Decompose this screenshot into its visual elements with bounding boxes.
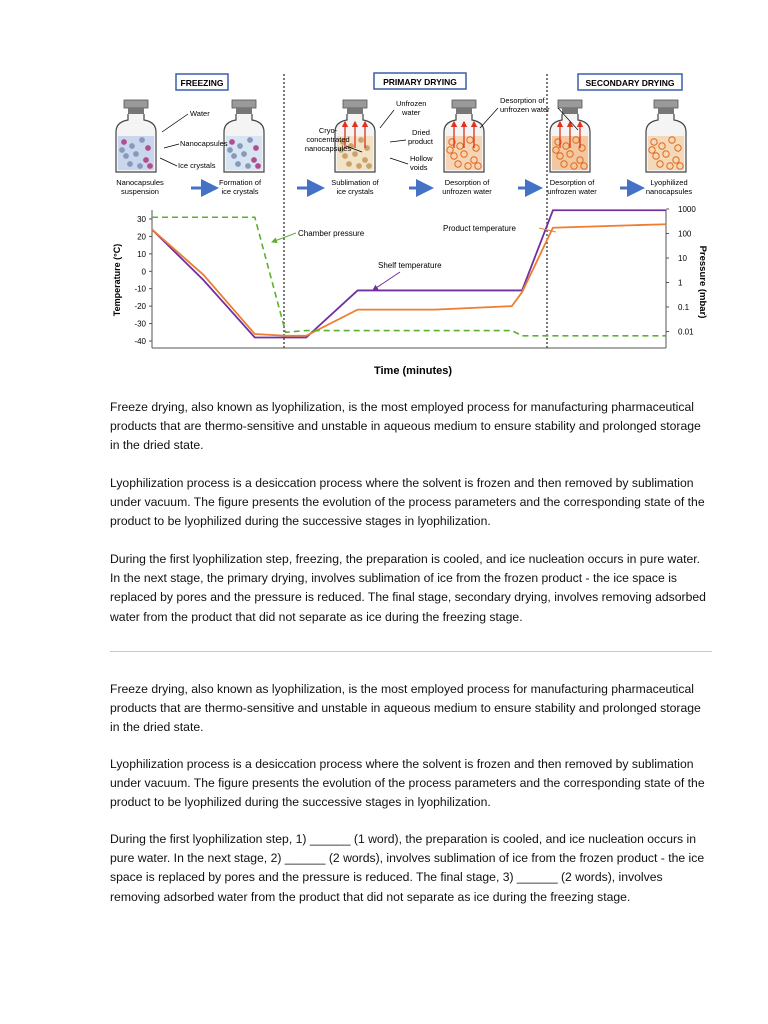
series-0: [152, 210, 666, 337]
y-tick-label: -20: [134, 302, 146, 312]
x-axis-label: Time (minutes): [373, 365, 453, 377]
caption-line: unfrozen water: [442, 187, 492, 196]
y2-axis-label: Pressure (mbar): [697, 245, 708, 319]
svg-text:Dried: Dried: [412, 128, 430, 137]
figure-svg: [100, 60, 720, 390]
annotation-product-temperature: Product temperature: [443, 224, 516, 233]
y2-tick-label: 1000: [678, 205, 696, 214]
caption-line: ice crystals: [221, 187, 259, 196]
svg-text:PRIMARY DRYING: PRIMARY DRYING: [383, 77, 457, 87]
caption-line: Desorption of: [549, 178, 595, 187]
annotation-chamber-pressure: Chamber pressure: [298, 229, 365, 238]
vial: [116, 100, 156, 172]
y2-axis-ticks: [666, 205, 696, 337]
annotation-shelf-temperature: Shelf temperature: [378, 261, 442, 270]
y-tick-label: 20: [137, 232, 146, 242]
stage-primary-drying: [374, 73, 466, 89]
caption-line: Sublimation of: [331, 178, 379, 187]
y-tick-label: -10: [134, 284, 146, 294]
y-tick-label: 10: [137, 249, 146, 259]
caption-line: Nanocapsules: [116, 178, 164, 187]
paragraph-process: Lyophilization process is a desiccation process where the solvent is frozen and then removed by sublimation under vacuum. The figure presents the evolution of the process parameters and the corresponding state of the product to be lyophilized during the successive stages in lyophilization.: [110, 476, 705, 529]
y-tick-label: -40: [134, 337, 146, 346]
section-divider: [110, 651, 712, 652]
y2-tick-label: 1: [678, 278, 683, 288]
svg-text:Unfrozen: Unfrozen: [396, 99, 427, 108]
exercise-paragraph-blanks: During the first lyophilization step, 1) ______ (1 word), the preparation is cooled, and ice nucleation occurs in pure water. In the next stage, 2) ______ (2 words), involves sublimation of ice from the frozen product - the ice space is replaced by pores and the pressure is reduced. The final stage, 3) ______ (2 words), involves removing adsorbed water from the product that did not separate as ice during the freezing stage.: [110, 832, 705, 904]
caption-line: Lyophilized: [650, 178, 688, 187]
vial: [646, 100, 686, 172]
svg-text:FREEZING: FREEZING: [180, 78, 224, 88]
label-ice-crystals: Ice crystals: [178, 161, 216, 170]
exercise-paragraph-intro: Freeze drying, also known as lyophilization, is the most employed process for manufacturing pharmaceutical products that are thermo-sensitive and unstable in aqueous medium to ensure stability and prolonged storage in the dried state.: [110, 682, 701, 735]
caption-line: unfrozen water: [547, 187, 597, 196]
stage-freezing: [176, 74, 228, 90]
svg-text:Hollow: Hollow: [410, 154, 433, 163]
svg-text:concentrated: concentrated: [306, 135, 350, 144]
caption-line: suspension: [121, 187, 159, 196]
svg-text:Desorption of: Desorption of: [500, 96, 545, 105]
process-chart: [112, 205, 708, 377]
svg-text:water: water: [402, 108, 421, 117]
vial: [224, 100, 264, 172]
svg-text:product: product: [408, 137, 434, 146]
label-water: Water: [190, 109, 210, 118]
svg-text:SECONDARY DRYING: SECONDARY DRYING: [585, 78, 675, 88]
y2-tick-label: 10: [678, 254, 687, 263]
y-axis-ticks: [134, 215, 152, 346]
caption-line: nanocapsules: [645, 187, 693, 196]
chart-lines: [152, 210, 666, 337]
y-axis-label: Temperature (°C): [112, 243, 122, 317]
series-1: [152, 224, 666, 336]
paragraph-intro: Freeze drying, also known as lyophilization, is the most employed process for manufacturing pharmaceutical products that are thermo-sensitive and unstable in aqueous medium to ensure stability and prolonged storage in the dried state.: [110, 400, 701, 453]
y-tick-label: -30: [134, 319, 146, 329]
svg-text:Cryo-: Cryo-: [318, 126, 338, 135]
y-tick-label: 30: [137, 215, 146, 224]
lyophilization-figure: [100, 60, 720, 390]
y-tick-label: 0: [141, 267, 146, 277]
svg-text:nanocapsules: nanocapsules: [304, 144, 352, 153]
caption-line: Formation of: [218, 178, 262, 187]
y2-tick-label: 0.1: [678, 303, 690, 312]
label-nanocapsules: Nanocapsules: [180, 139, 228, 148]
caption-line: ice crystals: [336, 187, 374, 196]
stage-secondary-drying: [578, 74, 682, 90]
paragraph-stages: During the first lyophilization step, freezing, the preparation is cooled, and ice nucleation occurs in pure water. In the next stage, the primary drying, involves sublimation of ice from the frozen product - the ice space is replaced by pores and the pressure is reduced. The final stage, secondary drying, involves removing adsorbed water from the product that did not separate as ice during the freezing stage.: [110, 552, 706, 624]
exercise-paragraph-process: Lyophilization process is a desiccation process where the solvent is frozen and then removed by sublimation under vacuum. The figure presents the evolution of the process parameters and the corresponding state of the product to be lyophilized during the successive stages in lyophilization.: [110, 757, 705, 810]
vial: [550, 100, 590, 172]
vial: [444, 100, 484, 172]
series-2: [152, 217, 666, 336]
y2-tick-label: 100: [678, 229, 692, 239]
y2-tick-label: 0.01: [678, 327, 694, 337]
caption-line: Desorption of: [444, 178, 490, 187]
svg-text:voids: voids: [410, 163, 428, 172]
svg-text:unfrozen water: unfrozen water: [500, 105, 550, 114]
